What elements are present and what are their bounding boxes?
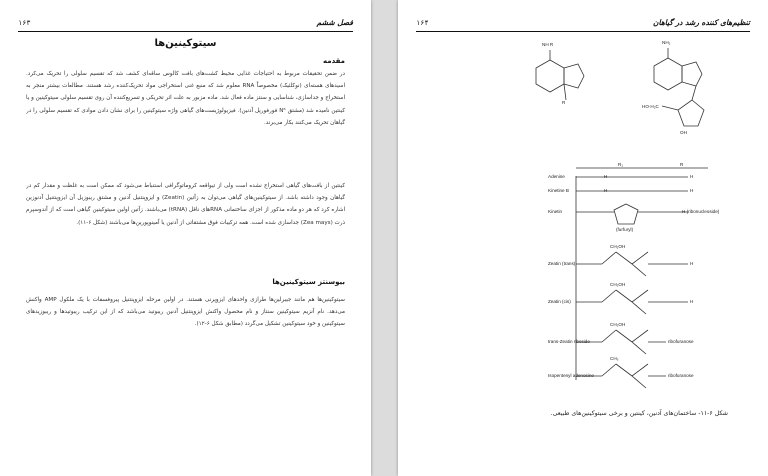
zeatin-trans-chain xyxy=(576,252,688,276)
row-name-zeatin-cis: Zeatin (cis) xyxy=(548,299,571,304)
row-r1-isopentenyl: CH₃ xyxy=(610,356,619,361)
row-r2-zeatin-cis: H xyxy=(690,299,694,304)
row-r2-zeatin-riboside: ribofuranose xyxy=(668,339,694,344)
row-r1-zeatin-trans: CH₂OH xyxy=(610,244,626,249)
row-name-isopentenyl: Isopentenyl adenosine xyxy=(548,373,594,378)
chapter-title: سیتوکینین‌ها xyxy=(154,38,217,49)
row-r2-kinetine-b: H xyxy=(690,188,694,193)
adenine-substituent-label: NH₂ xyxy=(662,40,671,45)
page-header xyxy=(18,17,353,32)
row-r2-adenine: H xyxy=(690,174,694,179)
intro-paragraph: در ضمن تحقیقات مربوط به احتیاجات غذایی محیط کشت‌های بافت کالوس ساقه‌ای کشف شد که تقسیم سلولی را تحریک می‌کرد. اسیدهای هسته‌ای (نوکلئیک) مخصوصاً RNA معلوم شد که منبع غنی استخراجی مواد تحریک‌کننده رشد هستند. مطالعات بیشتر منجر به استخراج و جداسازی، شناسایی و سنتز ماده فعال شد. ماده مزبور به علت اثر تحریکی و تسریع‌کننده آن روی تقسیم سلولی سیتوکینین و یا کینتین نامیده شد (مشتق N⁶ فورفوریل آدنین). فیزیولوژیست‌های گیاهی واژه سیتوکینین را برای نشان دادن موادی که تقسیم سلولی را در گیاهان تحریک می‌کنند بکار می‌برند. xyxy=(26,71,345,126)
column-r2-label: R xyxy=(680,162,684,167)
row-r1-kinetine-b: H xyxy=(604,188,608,193)
row-name-kinetine-b: Kinetine B xyxy=(548,188,569,193)
intro-heading: مقدمه xyxy=(323,57,345,65)
right-page xyxy=(398,0,768,476)
row-r1-adenine: H xyxy=(604,174,608,179)
page-number: ۱۶۴ xyxy=(416,19,429,27)
row-name-adenine: Adenine xyxy=(548,174,565,179)
biosynthesis-heading: بیوسنتز سیتوکینین‌ها xyxy=(272,278,345,286)
row-r2-zeatin-trans: H xyxy=(690,261,694,266)
purine-r-label: R xyxy=(562,100,566,105)
row-r1-kinetin: (furfuryl) xyxy=(616,227,634,232)
row-name-zeatin-trans: Zeatin (trans) xyxy=(548,261,576,266)
ribose-label: HO·H₂C xyxy=(642,104,659,109)
row-r1-zeatin-cis: CH₂OH xyxy=(610,282,626,287)
purine-ring-left xyxy=(536,50,584,100)
running-title: تنظیم‌های کننده رشد در گیاهان xyxy=(653,18,750,27)
second-paragraph: کینتین از بافت‌های گیاهی استخراج نشده است ولی از تیواقعه کروماتوگرافی استنباط می‌شود که ممکن است به غلظت و مقدار کم در گیاهان وجود داشته باشد. از سیتوکینین‌های گیاهی می‌توان به زآتین (Zeatin) و ایزوپنتنیل آدنین و مشتق ریبوزیل آن ایزوپنتنیل آدنوزین اشاره کرد که هر دو ماده مذکور از اجزای ساختمانی RNAهای ناقل (tRNA) می‌باشند. زآتین اولین سیتوکینین گیاهی است که از آندوسپرم ذرت (Zea mays) جداسازی شده است. همه ترکیبات فوق مشتقاتی از آدنین یا آمینوپورین‌ها می‌باشند (شکل ۶-۱۱). xyxy=(26,183,345,226)
adenosine-ring-right xyxy=(654,48,704,126)
running-title: فصل ششم xyxy=(316,18,353,27)
figure-caption: شکل ۶-۱۱- ساختمان‌های آدنین، کینتین و برخی سیتوکینین‌های طبیعی. xyxy=(550,410,728,417)
zeatin-cis-chain xyxy=(576,290,688,314)
column-r1-label: R₁ xyxy=(618,162,623,167)
furfuryl-ring xyxy=(614,204,638,224)
biosynthesis-paragraph: سیتوکینین‌ها هم مانند جیبرلین‌ها طرازی واحدهای ایزوپرنی هستند. در اولین مرحله ایزوپنتنیل پیروفسفات با یک ملکول AMP واکنش می‌دهد. نام آنزیم سیتوکینین سنتاز و نام محصول واکنش ایزوپنتنیل آدنین ریبوتید می‌باشد که از این ترکیب ریبوتیدها و ریبوزیدهای سیتوکینین و خود سیتوکینین تشکیل می‌گردد (مطابق شکل ۶-۱۲). xyxy=(26,297,345,328)
purine-substituent-label: NH R xyxy=(542,42,554,47)
ribose-oh-label: OH xyxy=(680,130,687,135)
row-r2-isopentenyl: ribofuranose xyxy=(668,373,694,378)
row-r1-zeatin-riboside: CH₂OH xyxy=(610,322,626,327)
left-page xyxy=(0,0,371,476)
page-number: ۱۶۳ xyxy=(18,19,31,27)
row-name-zeatin-riboside: trans-Zeatin riboside xyxy=(548,339,590,344)
row-name-kinetin: Kinetin xyxy=(548,209,563,214)
structure-figure xyxy=(398,0,768,476)
row-r2-kinetin: H (ribonucleoside) xyxy=(682,209,720,214)
